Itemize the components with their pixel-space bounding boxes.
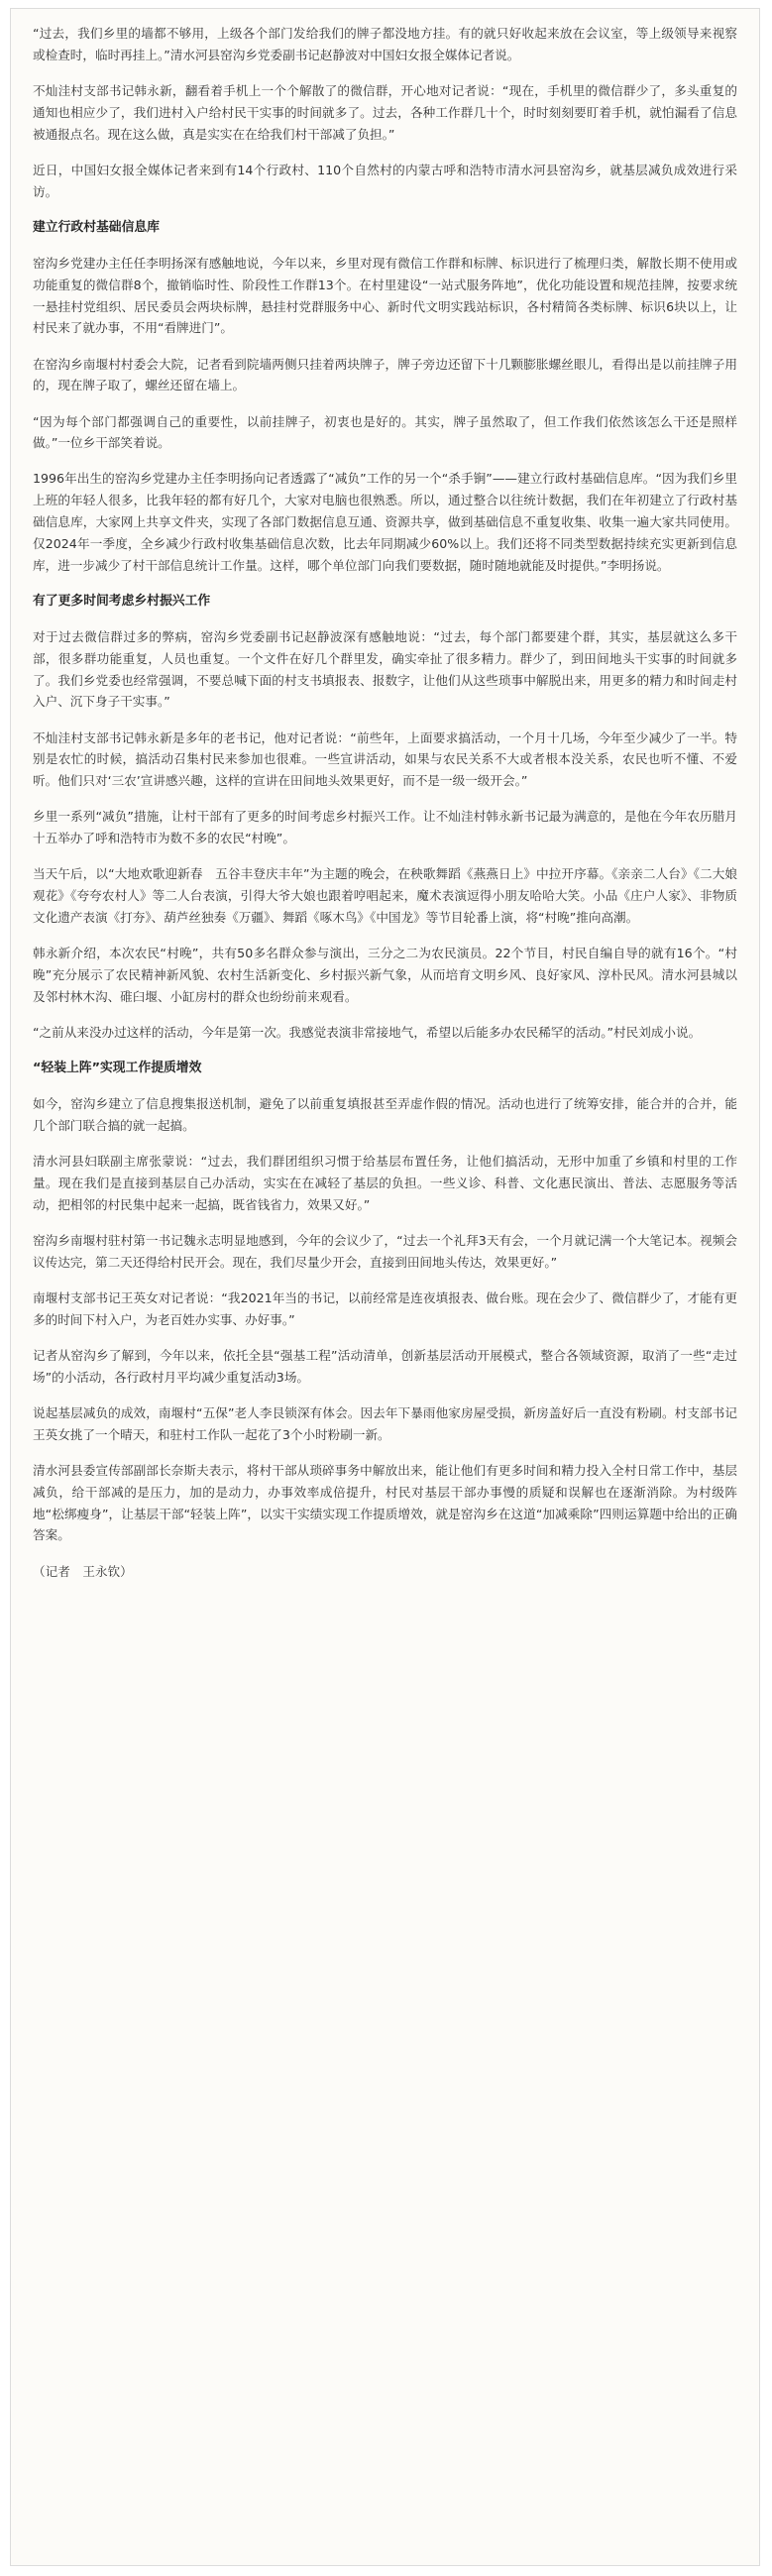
article-paragraph: “之前从来没办过这样的活动，今年是第一次。我感觉表演非常接地气，希望以后能多办农民稀罕的活动。”村民刘成小说。 <box>33 1024 702 1040</box>
article-paragraph: “因为每个部门都强调自己的重要性，以前挂牌子，初衷也是好的。其实，牌子虽然取了，但工作我们依然该怎么干还是照样做。”一位乡干部笑着说。 <box>33 413 737 451</box>
article-paragraph: 清水河县委宣传部副部长奈斯夫表示，将村干部从琐碎事务中解放出来，能让他们有更多时间和精力投入全村日常工作中，基层减负，给干部减的是压力，加的是动力，办事效率成倍提升，村民对基层干部办事慢的质疑和误解也在逐渐消除。为村级阵地“松绑瘦身”，让基层干部“轻装上阵”，以实干实绩实现工作提质增效，就是窑沟乡在这道“加减乘除”四则运算题中给出的正确答案。 <box>33 1463 737 1543</box>
article-paragraph: 乡里一系列“减负”措施，让村干部有了更多的时间考虑乡村振兴工作。让不灿洼村韩永新书记最为满意的，是他在今年农历腊月十五举办了呼和浩特市为数不多的农民“村晚”。 <box>33 809 737 846</box>
article-paragraph: 窑沟乡党建办主任任李明扬深有感触地说，今年以来，乡里对现有微信工作群和标牌、标识进行了梳理归类，解散长期不使用或功能重复的微信群8个，撤销临时性、阶段性工作群13个。在村里建设“一站式服务阵地”，优化功能设置和规范挂牌，按要求统一悬挂村党组织、居民委员会两块标牌，悬挂村党群服务中心、新时代文明实践站标识，各村精简各类标牌、标识6块以上，让村民来了就办事，不用“看牌进门”。 <box>33 255 737 336</box>
article-paragraph: 在窑沟乡南堰村村委会大院，记者看到院墙两侧只挂着两块牌子，牌子旁边还留下十几颗膨胀螺丝眼儿，看得出是以前挂牌子用的，现在牌子取了，螺丝还留在墙上。 <box>33 356 737 393</box>
article-page <box>10 8 760 2566</box>
article-paragraph: 韩永新介绍，本次农民“村晚”，共有50多名群众参与演出，三分之二为农民演员。22个节目，村民自编自导的就有16个。“村晚”充分展示了农民精神新风貌、农村生活新变化、乡村振兴新气象，从而培育文明乡风、良好家风、淳朴民风。清水河县城以及邻村林木沟、碓臼堰、小缸房村的群众也纷纷前来观看。 <box>33 946 737 1004</box>
article-paragraph: 对于过去微信群过多的弊病，窑沟乡党委副书记赵静波深有感触地说：“过去，每个部门都要建个群，其实，基层就这么多干部，很多群功能重复，人员也重复。一个文件在好几个群里发，确实牵扯了很多精力。群少了，到田间地头干实事的时间就多了。我们乡党委也经常强调，不要总喊下面的村支书填报表、报数字，让他们从这些琐事中解脱出来，用更多的精力和时间走村入户、沉下身子干实事。” <box>33 629 737 710</box>
article-paragraph: “过去，我们乡里的墙都不够用，上级各个部门发给我们的牌子都没地方挂。有的就只好收起来放在会议室，等上级领导来视察或检查时，临时再挂上。”清水河县窑沟乡党委副书记赵静波对中国妇女报全媒体记者说。 <box>33 26 737 62</box>
article-paragraph: 记者从窑沟乡了解到，今年以来，依托全县“强基工程”活动清单，创新基层活动开展模式，整合各领域资源，取消了一些“走过场”的小活动，各行政村月平均减少重复活动3场。 <box>33 1348 737 1385</box>
section-heading: 有了更多时间考虑乡村振兴工作 <box>33 593 211 609</box>
article-paragraph: 说起基层减负的成效，南堰村“五保”老人李艮锁深有体会。因去年下暴雨他家房屋受损，新房盖好后一直没有粉刷。村支部书记王英女挑了一个晴天，和驻村工作队一起花了3个小时粉刷一新。 <box>33 1405 737 1442</box>
article-paragraph: 近日，中国妇女报全媒体记者来到有14个行政村、110个自然村的内蒙古呼和浩特市清水河县窑沟乡，就基层减负成效进行采访。 <box>33 162 737 199</box>
article-paragraph: 清水河县妇联副主席张蒙说：“过去，我们群团组织习惯于给基层布置任务，让他们搞活动，无形中加重了乡镇和村里的工作量。现在我们是直接到基层自己办活动，实实在在减轻了基层的负担。一些义诊、科普、文化惠民演出、普法、志愿服务等活动，把相邻的村民集中起来一起搞，既省钱省力，效果又好。” <box>33 1154 737 1212</box>
article-paragraph: 窑沟乡南堰村驻村第一书记魏永志明显地感到，今年的会议少了，“过去一个礼拜3天有会，一个月就记满一个大笔记本。视频会议传达完，第二天还得给村民开会。现在，我们尽量少开会，直接到田间地头传达，效果更好。” <box>33 1233 737 1270</box>
article-paragraph: 南堰村支部书记王英女对记者说：“我2021年当的书记，以前经常是连夜填报表、做台账。现在会少了、微信群少了，才能有更多的时间下村入户，为老百姓办实事、办好事。” <box>33 1290 737 1327</box>
article-paragraph: 不灿洼村支部书记韩永新，翻看着手机上一个个解散了的微信群，开心地对记者说：“现在，手机里的微信群少了，多头重复的通知也相应少了，我们进村入户给村民干实事的时间就多了。过去，各种工作群几十个，时时刻刻要盯着手机，就怕漏看了信息被通报点名。现在这么做，真是实实在在给我们村干部减了负担。” <box>33 82 737 142</box>
byline: （记者 王永钦） <box>33 1563 133 1579</box>
article-paragraph: 如今，窑沟乡建立了信息搜集报送机制，避免了以前重复填报甚至弄虚作假的情况。活动也进行了统筹安排，能合并的合并，能几个部门联合搞的就一起搞。 <box>33 1096 737 1134</box>
article-paragraph: 不灿洼村支部书记韩永新是多年的老书记，他对记者说：“前些年，上面要求搞活动，一个月十几场，今年至少减少了一半。特别是农忙的时候，搞活动召集村民来参加也很难。一些宣讲活动，如果与农民关系不大或者根本没关系，农民也听不懂、不爱听。他们只对‘三农’宣讲感兴趣，这样的宣讲在田间地头效果更好，而不是一级一级开会。” <box>33 729 737 789</box>
section-heading: “轻装上阵”实现工作提质增效 <box>33 1061 202 1076</box>
article-paragraph: 1996年出生的窑沟乡党建办主任李明扬向记者透露了“减负”工作的另一个“杀手锏”——建立行政村基础信息库。“因为我们乡里上班的年轻人很多，比我年轻的都有好几个，大家对电脑也很熟悉。所以，通过整合以往统计数据，我们在年初建立了行政村基础信息库，大家网上共享文件夹，实现了各部门数据信息互通、资源共享，做到基础信息不重复收集、收集一遍大家共同使用。仅2024年一季度，全乡减少行政村收集基础信息次数，比去年同期减少60%以上。我们还将不同类型数据持续充实更新到信息库，进一步减少了村干部信息统计工作量。这样，哪个单位部门向我们要数据，随时随地就能及时提供。”李明扬说。 <box>33 471 737 573</box>
article-paragraph: 当天午后，以“大地欢歌迎新春 五谷丰登庆丰年”为主题的晚会，在秧歌舞蹈《燕燕日上》中拉开序幕。《亲亲二人台》《二大娘观花》《夸夸农村人》等二人台表演，引得大爷大娘也跟着哼唱起来，魔术表演逗得小朋友哈哈大笑。小品《庄户人家》、非物质文化遗产表演《打夯》、葫芦丝独奏《万疆》、舞蹈《啄木鸟》《中国龙》等节目轮番上演，将“村晚”推向高潮。 <box>33 866 737 925</box>
section-heading: 建立行政村基础信息库 <box>33 219 160 235</box>
article-body <box>11 9 759 1582</box>
